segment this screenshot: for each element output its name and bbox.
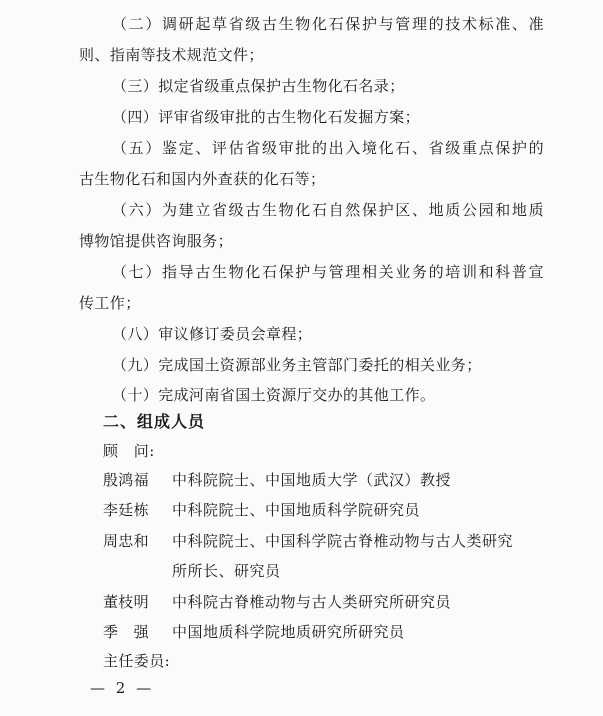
advisors-label: 顾 问: bbox=[103, 442, 155, 460]
duty-5-line-1: （五）鉴定、评估省级审批的出入境化石、省级重点保护的 bbox=[112, 139, 544, 157]
advisor-role: 中科院院士、中国地质科学院研究员 bbox=[172, 501, 421, 519]
director-label: 主任委员: bbox=[103, 652, 171, 670]
duty-5-line-2: 古生物化石和国内外查获的化石等； bbox=[79, 170, 326, 188]
advisor-name: 季 强 bbox=[103, 623, 149, 641]
advisor-role: 中国地质科学院地质研究所研究员 bbox=[172, 623, 405, 641]
duty-4: （四）评审省级审批的古生物化石发掘方案； bbox=[112, 108, 421, 126]
duty-8: （八）审议修订委员会章程； bbox=[112, 325, 313, 343]
advisor-name: 李廷栋 bbox=[103, 501, 149, 519]
duty-6-line-1: （六）为建立省级古生物化石自然保护区、地质公园和地质 bbox=[112, 201, 544, 219]
advisor-row bbox=[103, 622, 573, 662]
advisor-role: 中科院院士、中国地质大学（武汉）教授 bbox=[172, 471, 452, 489]
duty-7-line-1: （七）指导古生物化石保护与管理相关业务的培训和科普宣 bbox=[112, 263, 544, 281]
section-title: 二、组成人员 bbox=[103, 412, 206, 431]
duty-3: （三）拟定省级重点保护古生物化石名录； bbox=[112, 77, 405, 95]
duty-2-line-2: 则、指南等技术规范文件； bbox=[79, 46, 264, 64]
duty-10: （十）完成河南省国土资源厅交办的其他工作。 bbox=[112, 386, 436, 404]
advisor-role: 中科院院士、中国科学院古脊椎动物与古人类研究 bbox=[172, 532, 514, 550]
advisor-role: 中科院古脊椎动物与古人类研究所研究员 bbox=[172, 593, 452, 611]
advisor-name: 董枝明 bbox=[103, 593, 149, 611]
page-number: — 2 — bbox=[90, 679, 155, 697]
advisor-role-continued: 所所长、研究员 bbox=[172, 562, 281, 580]
duty-7-line-2: 传工作； bbox=[79, 294, 141, 312]
duty-2-line-1: （二）调研起草省级古生物化石保护与管理的技术标准、准 bbox=[112, 15, 544, 33]
advisor-row bbox=[103, 531, 573, 591]
advisor-name: 周忠和 bbox=[103, 532, 149, 550]
advisor-name: 殷鸿福 bbox=[103, 471, 149, 489]
duty-6-line-2: 博物馆提供咨询服务； bbox=[79, 232, 234, 250]
duty-9: （九）完成国土资源部业务主管部门委托的相关业务； bbox=[112, 356, 482, 374]
